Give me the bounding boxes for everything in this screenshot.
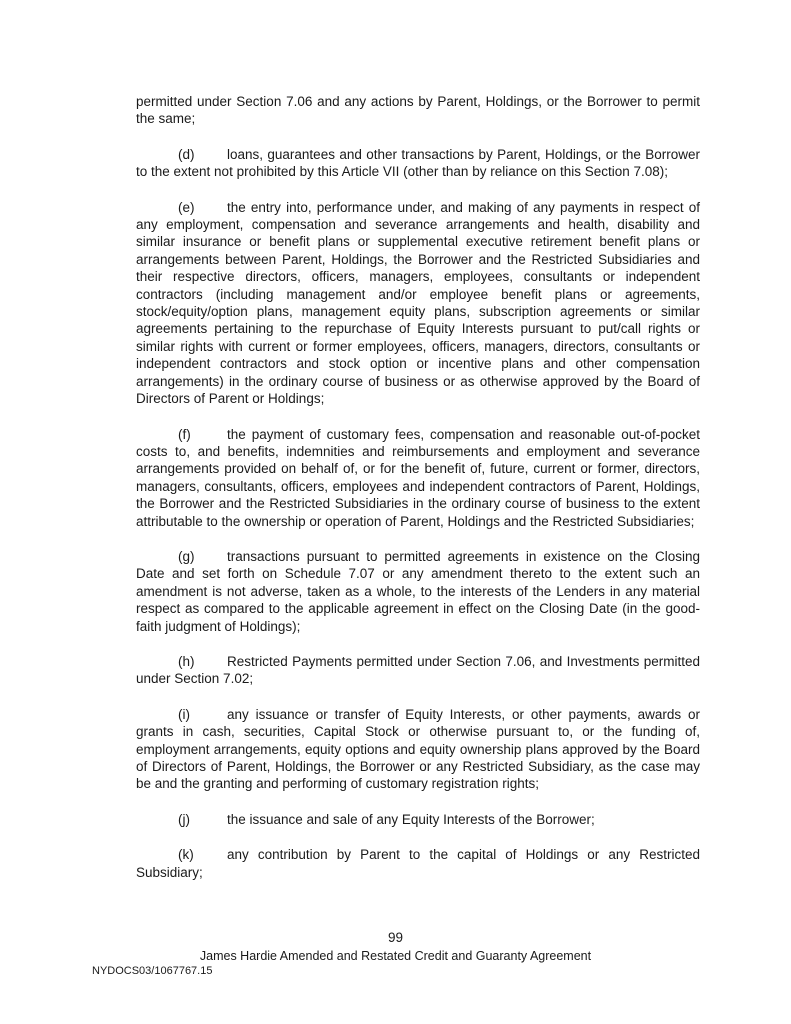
paragraph: [136, 199, 700, 408]
paragraph: [136, 548, 700, 635]
footer-document-title: James Hardie Amended and Restated Credit and Guaranty Agreement: [199, 949, 592, 963]
paragraph-label: (e): [178, 199, 195, 215]
paragraph-label: (i): [178, 706, 190, 722]
paragraph-label: (d): [178, 146, 195, 162]
paragraph-text: the entry into, performance under, and making of any payments in respect of any employment, compensation and severance arrangements and health, disability and similar insurance or benefit plans or supplemental executive retirement benefit plans or arrangements between Parent, Holdings, the Borrower and the Restricted Subsidiaries and their respective directors, officers, managers, employees, consultants or independent contractors (including management and/or employee benefit plans or agreements, stock/equity/option plans, management equity plans, subscription agreements or similar agreements pertaining to the repurchase of Equity Interests pursuant to put/call rights or similar rights with current or former employees, officers, managers, directors, consultants or independent contractors and stock option or incentive plans and other compensation arrangements) in the ordinary course of business or as otherwise approved by the Board of Directors of Parent or Holdings;: [136, 199, 700, 407]
paragraph-label: (f): [178, 426, 191, 442]
paragraph: [136, 653, 700, 688]
paragraph-label: (g): [178, 548, 195, 564]
paragraph-text: any contribution by Parent to the capital of Holdings or any Restricted Subsidiary;: [136, 847, 700, 880]
paragraph-text: loans, guarantees and other transactions by Parent, Holdings, or the Borrower to the extent not prohibited by this Article VII (other than by reliance on this Section 7.08);: [136, 146, 700, 180]
paragraph-label: (k): [178, 847, 194, 863]
paragraph: [136, 846, 700, 881]
paragraph: [136, 811, 700, 828]
paragraph-text: Restricted Payments permitted under Section 7.06, and Investments permitted under Section 7.02;: [136, 653, 700, 687]
paragraph-text: permitted under Section 7.06 and any actions by Parent, Holdings, or the Borrower to permit the same;: [136, 94, 700, 127]
paragraph-label: (j): [178, 811, 190, 827]
paragraph: [136, 426, 700, 530]
footer-doc-id: NYDOCS03/1067767.15: [92, 965, 213, 977]
paragraph: [136, 93, 700, 128]
paragraph-text: the payment of customary fees, compensation and reasonable out-of-pocket costs to, and benefits, indemnities and reimbursements and employment and severance arrangements provided on behalf of, or for the benefit of, future, current or former, directors, managers, consultants, officers, employees and independent contractors of Parent, Holdings, the Borrower and the Restricted Subsidiaries in the ordinary course of business to the extent attributable to the ownership or operation of Parent, Holdings and the Restricted Subsidiaries;: [136, 426, 700, 529]
paragraph-text: transactions pursuant to permitted agreements in existence on the Closing Date and set forth on Schedule 7.07 or any amendment thereto to the extent such an amendment is not adverse, taken as a whole, to the interests of the Lenders in any material respect as compared to the applicable agreement in effect on the Closing Date (in the good-faith judgment of Holdings);: [136, 548, 700, 634]
paragraph-label: (h): [178, 653, 195, 669]
document-body: [136, 93, 700, 899]
paragraph: [136, 706, 700, 793]
paragraph-text: the issuance and sale of any Equity Interests of the Borrower;: [227, 811, 595, 827]
paragraph: [136, 146, 700, 181]
page-number: 99: [387, 930, 404, 945]
paragraph-text: any issuance or transfer of Equity Interests, or other payments, awards or grants in cash, securities, Capital Stock or otherwise pursuant to, or the funding of, employment arrangements, equity options and equity ownership plans approved by the Board of Directors of Parent, Holdings, the Borrower or any Restricted Subsidiary, as the case may be and the granting and performing of customary registration rights;: [136, 706, 700, 792]
